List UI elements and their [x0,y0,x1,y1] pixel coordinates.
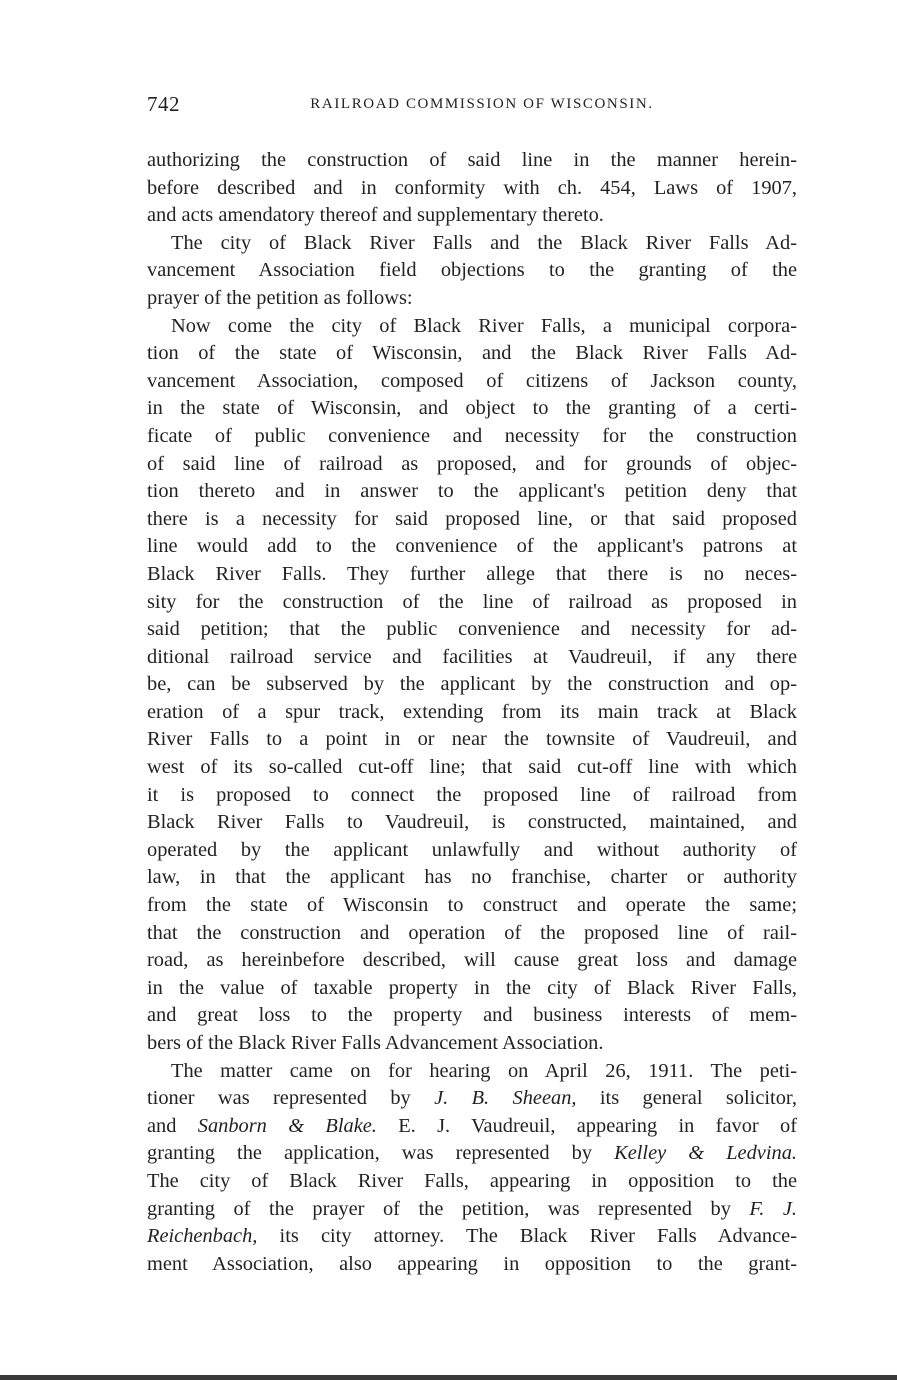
text-line: of said line of railroad as proposed, and for grounds of objec- [147,452,797,475]
text-line: tion thereto and in answer to the applicant's petition deny that [147,480,797,503]
text-line: west of its so-called cut-off line; that said cut-off line with which [147,756,797,779]
text-line: there is a necessity for said proposed line, or that said proposed [147,507,797,530]
text-line: Black River Falls to Vaudreuil, is constructed, maintained, and [147,811,797,834]
text-line: The city of Black River Falls, appearing in opposition to the [147,1169,797,1192]
body-text [147,147,797,1278]
text-line-with-counsel [147,1196,797,1224]
paragraph-start-line: Now come the city of Black River Falls, a municipal corpora- [171,314,797,337]
text-line: in the state of Wisconsin, and object to the granting of a certi- [147,397,797,420]
paragraph-start-line: The matter came on for hearing on April 26, 1911. The peti- [171,1059,797,1082]
text-line: said petition; that the public convenience and necessity for ad- [147,618,797,641]
text-line: prayer of the petition as follows: [147,286,413,309]
counsel-name: Kelley & Ledvina. [614,1142,797,1165]
text-line: bers of the Black River Falls Advancement Association. [147,1032,604,1054]
text-line-with-counsel [147,1140,797,1168]
text-line: and acts amendatory thereof and supplementary thereto. [147,204,604,227]
text-run: and [147,1114,198,1137]
text-line: from the state of Wisconsin to construct and operate the same; [147,894,797,917]
text-line: vancement Association, composed of citizens of Jackson county, [147,369,797,392]
text-line: and great loss to the property and business interests of mem- [147,1004,797,1027]
text-line: in the value of taxable property in the city of Black River Falls, [147,976,797,999]
text-run: E. J. Vaudreuil, appearing in favor of [376,1114,797,1137]
page-number: 742 [147,92,180,116]
text-line: that the construction and operation of the proposed line of rail- [147,921,797,944]
text-line: be, can be subserved by the applicant by the construction and op- [147,673,797,696]
text-line: line would add to the convenience of the applicant's patrons at [147,535,797,558]
text-line: ditional railroad service and facilities at Vaudreuil, if any there [147,645,797,668]
text-line-with-counsel [147,1223,797,1251]
text-line: operated by the applicant unlawfully and without authority of [147,838,797,861]
running-head: RAILROAD COMMISSION OF WISCONSIN. [310,96,654,112]
text-line: Black River Falls. They further allege that there is no neces- [147,562,797,585]
page-bottom-edge [0,1375,897,1380]
text-run: its general solicitor, [576,1087,797,1110]
text-line: authorizing the construction of said line in the manner herein- [147,149,797,171]
text-run: granting the application, was represented by [147,1142,615,1165]
counsel-name: Reichenbach, [147,1225,258,1248]
text-line: vancement Association field objections to the granting of the [147,259,797,282]
text-line-with-counsel [147,1113,797,1141]
counsel-name: J. B. Sheean, [434,1087,577,1110]
text-line: ficate of public convenience and necessity for the construction [147,424,797,447]
text-line: eration of a spur track, extending from its main track at Black [147,700,797,723]
text-run: tioner was represented by [147,1087,435,1110]
text-line: tion of the state of Wisconsin, and the Black River Falls Ad- [147,342,797,365]
counsel-name: Sanborn & Blake. [197,1114,377,1137]
text-line: ment Association, also appearing in opposition to the grant- [147,1252,797,1275]
text-run: granting of the prayer of the petition, was represented by [147,1197,750,1220]
text-line-with-counsel [147,1085,797,1113]
text-line: sity for the construction of the line of railroad as proposed in [147,590,797,613]
page-header [147,92,797,122]
text-line: before described and in conformity with ch. 454, Laws of 1907, [147,176,797,199]
text-line: road, as hereinbefore described, will cause great loss and damage [147,949,797,972]
text-line: law, in that the applicant has no franchise, charter or authority [147,866,797,889]
text-run: its city attorney. The Black River Falls Advance- [257,1225,797,1248]
text-line: it is proposed to connect the proposed line of railroad from [147,783,797,806]
counsel-name: F. J. [749,1197,797,1220]
text-line: River Falls to a point in or near the townsite of Vaudreuil, and [147,728,797,751]
paragraph-start-line: The city of Black River Falls and the Black River Falls Ad- [171,231,797,254]
